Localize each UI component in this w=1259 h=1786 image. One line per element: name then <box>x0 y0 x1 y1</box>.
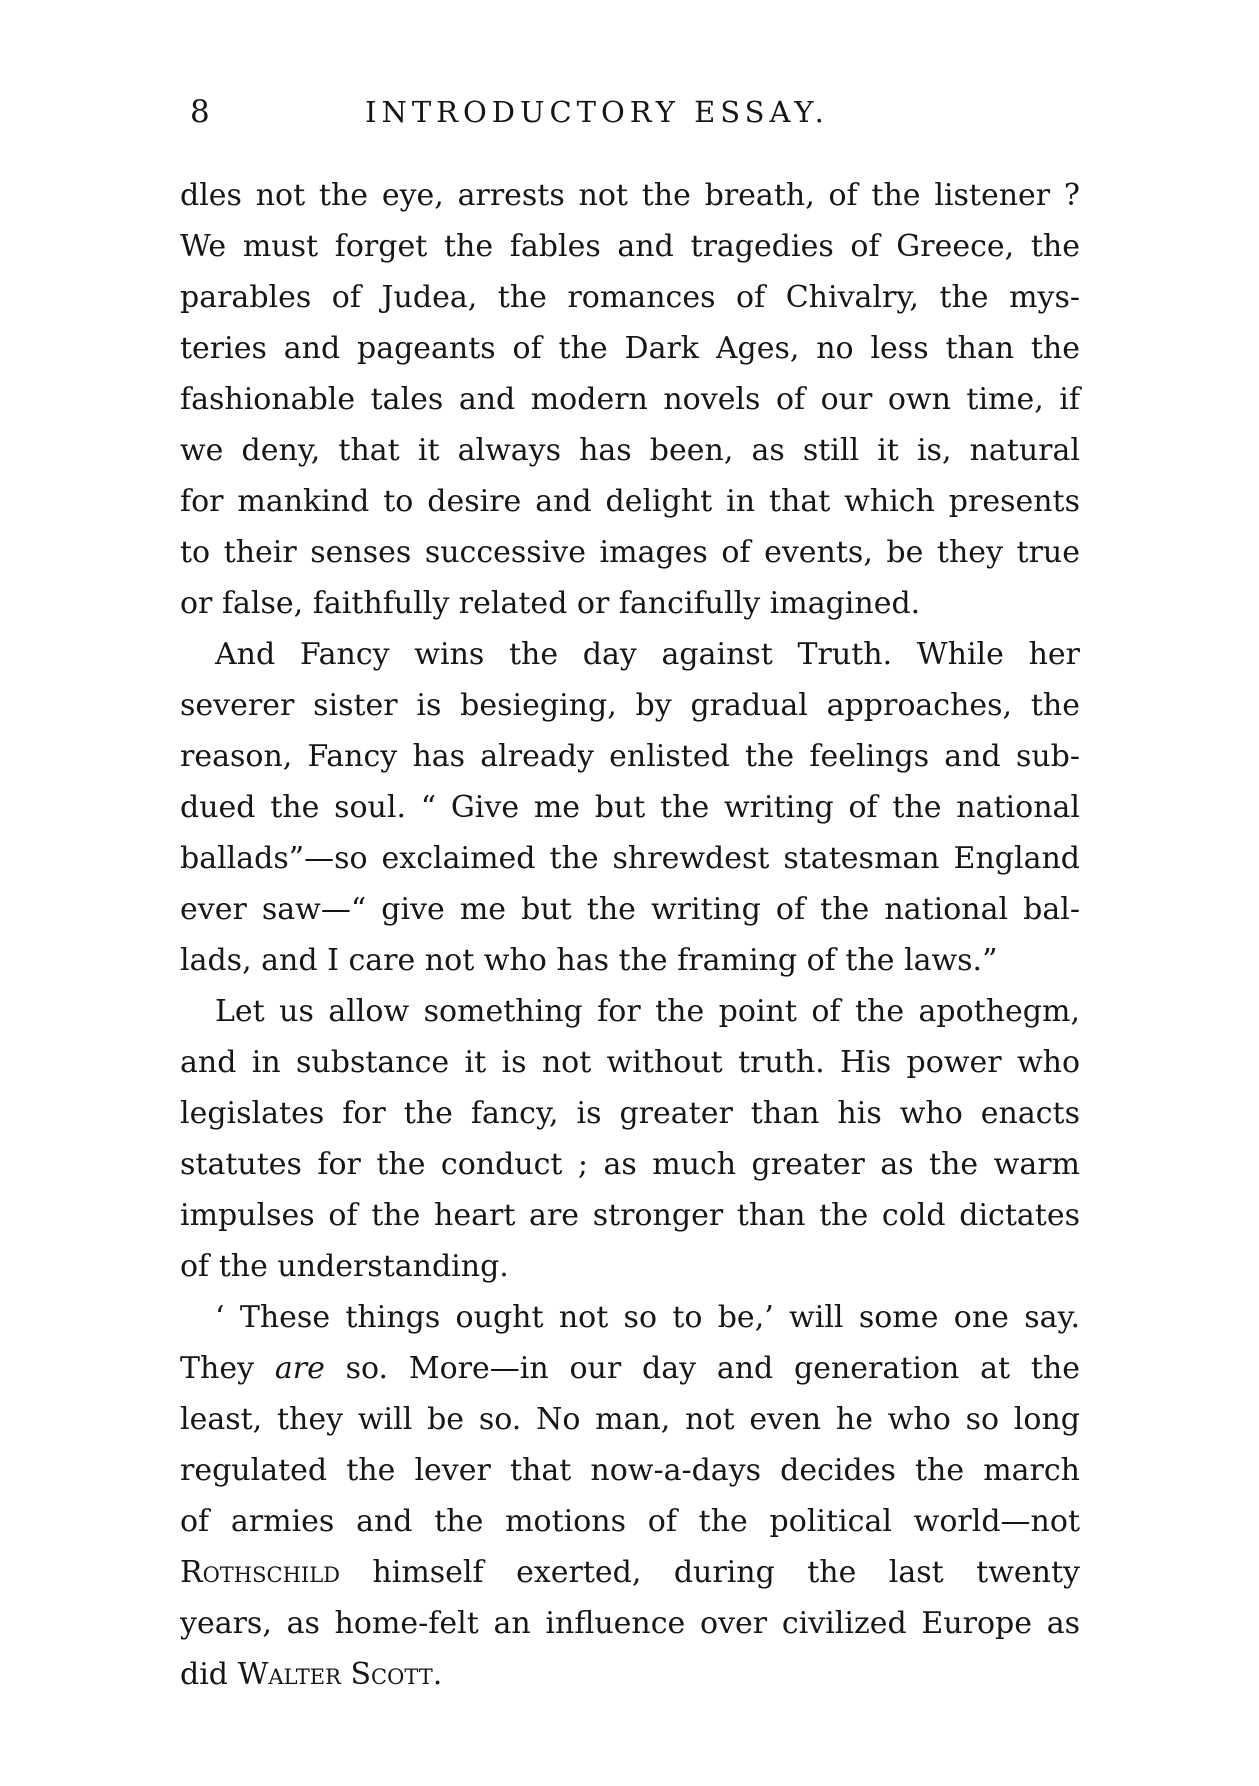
paragraph-3 <box>180 986 1080 1292</box>
text-line: least, they will be so. No man, not even he who so long <box>180 1402 1080 1437</box>
text-line: of armies and the motions of the political world—not <box>180 1504 1080 1539</box>
text-line: legislates for the fancy, is greater than his who enacts <box>180 1096 1080 1131</box>
text-line: we deny, that it always has been, as still it is, natural <box>180 433 1080 468</box>
paragraph-1 <box>180 170 1080 629</box>
emphasis-word: are <box>274 1351 325 1386</box>
text-fragment: himself exerted, during the last twenty <box>372 1555 1080 1590</box>
paragraph-4 <box>180 1292 1080 1700</box>
name-small-caps: Walter Scott <box>237 1657 433 1692</box>
text-line <box>180 1649 1080 1700</box>
page-number: 8 <box>190 94 210 130</box>
text-line: for mankind to desire and delight in that which presents <box>180 484 1080 519</box>
text-fragment: More—in our day and generation at the <box>408 1351 1080 1386</box>
text-line: fashionable tales and modern novels of our own time, if <box>180 382 1080 417</box>
text-line: We must forget the fables and tragedies of Greece, the <box>180 229 1080 264</box>
text-line: ever saw—“ give me but the writing of the national bal- <box>180 892 1080 927</box>
text-fragment: so. <box>324 1351 389 1386</box>
text-fragment: . <box>432 1657 443 1692</box>
text-line: dued the soul. “ Give me but the writing of the national <box>180 790 1080 825</box>
running-head <box>190 92 1050 132</box>
text-line: lads, and I care not who has the framing of the laws.” <box>180 943 998 978</box>
body-text <box>180 170 1080 1700</box>
text-line: or false, faithfully related or fancifully imagined. <box>180 586 921 621</box>
text-line: ballads”—so exclaimed the shrewdest statesman England <box>180 841 1080 876</box>
text-line: severer sister is besieging, by gradual approaches, the <box>180 688 1080 723</box>
text-fragment: They <box>180 1351 255 1386</box>
text-line: parables of Judea, the romances of Chivalry, the mys- <box>180 280 1080 315</box>
text-line: to their senses successive images of events, be they true <box>180 535 1080 570</box>
text-line: statutes for the conduct ; as much greater as the warm <box>180 1147 1080 1182</box>
text-line: dles not the eye, arrests not the breath, of the listener ? <box>180 178 1080 213</box>
text-line: ‘ These things ought not so to be,’ will some one say. <box>215 1300 1080 1335</box>
text-line: regulated the lever that now-a-days decides the march <box>180 1453 1080 1488</box>
text-line: teries and pageants of the Dark Ages, no less than the <box>180 331 1080 366</box>
text-line: Let us allow something for the point of the apothegm, <box>215 994 1080 1029</box>
text-line: reason, Fancy has already enlisted the feelings and sub- <box>180 739 1080 774</box>
text-line: and in substance it is not without truth. His power who <box>180 1045 1080 1080</box>
paragraph-2 <box>180 629 1080 986</box>
text-line: of the understanding. <box>180 1249 509 1284</box>
text-fragment: did <box>180 1657 229 1692</box>
running-title: INTRODUCTORY ESSAY. <box>365 95 829 129</box>
name-small-caps: Rothschild <box>180 1555 340 1590</box>
text-line <box>180 1343 1080 1394</box>
text-line: And Fancy wins the day against Truth. While her <box>215 637 1080 672</box>
text-line <box>180 1547 1080 1598</box>
text-line: years, as home-felt an influence over civilized Europe as <box>180 1606 1080 1641</box>
text-line: impulses of the heart are stronger than the cold dictates <box>180 1198 1080 1233</box>
